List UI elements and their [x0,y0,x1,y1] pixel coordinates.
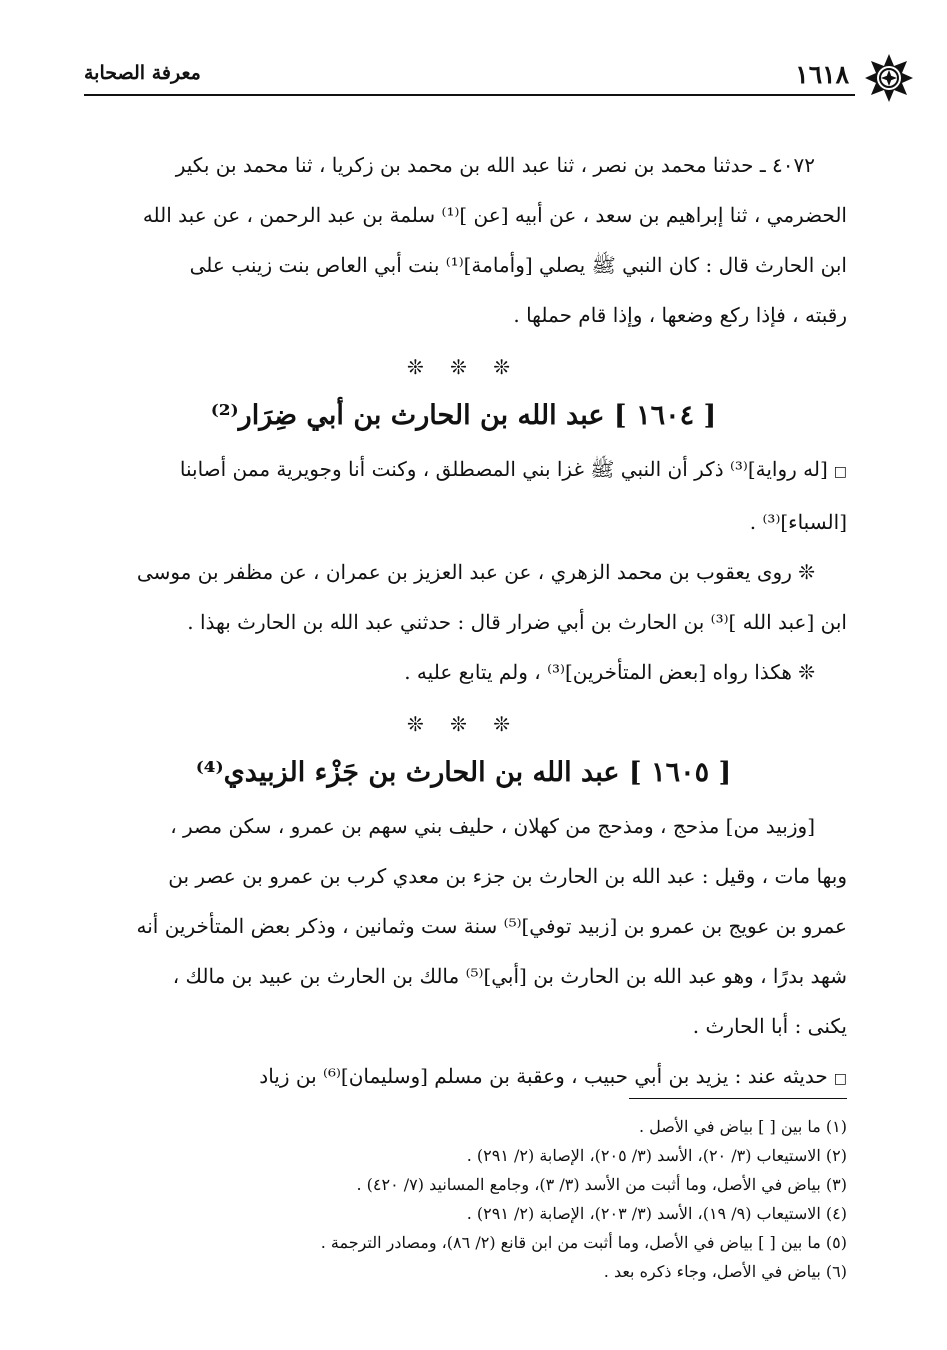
entry-text: [له رواية]⁽³⁾ ذكر أن النبي ﷺ غزا بني المصطلق ، وكنت أنا وجويرية ممن أصابنا [179,457,828,481]
entry-text-line [80,444,847,497]
page-header [84,52,855,104]
section-separator: ❊ ❊ ❊ [407,712,520,736]
footnote: (٣) بياض في الأصل، وما أثبت من الأسد (٣/ ٣)، وجامع المسانيد (٧/ ٤٢٠) . [356,1175,847,1194]
hadith-text-line: رقبته ، فإذا ركع وضعها ، وإذا قام حملها . [513,303,847,327]
hadith-text-line: ابن الحارث قال : كان النبي ﷺ يصلي [وأمامة]⁽¹⁾ بنت أبي العاص بنت زينب على [189,253,847,277]
hadith-text-line: الحضرمي ، ثنا إبراهيم بن سعد ، عن أبيه [عن ]⁽¹⁾ سلمة بن عبد الرحمن ، عن عبد الله [142,203,847,227]
entry-title: [ ١٦٠٤ ] عبد الله بن الحارث بن أبي ضِرَار⁽²⁾ [210,400,717,431]
entry-text-line: [وزبيد من] مذحج ، ومذحج من كهلان ، حليف بني سهم بن عمرو ، سكن مصر ، [170,814,815,838]
entry-text-line: ❊ روى يعقوب بن محمد الزهري ، عن عبد العزيز بن عمران ، عن مظفر بن موسى [136,560,815,584]
entry-text-line: [السباء]⁽³⁾ . [749,510,847,534]
entry-text-line: ابن [عبد الله ]⁽³⁾ بن الحارث بن أبي ضرار قال : حدثني عبد الله بن الحارث بهذا . [187,610,847,634]
main-text [80,140,847,1104]
entry-text-line [80,1051,847,1104]
page-number: ١٦١٨ [795,60,849,89]
entry-text-line: عمرو بن عويج بن عمرو بن [زبيد توفي]⁽⁵⁾ سنة ست وثمانين ، وذكر بعض المتأخرين أنه [136,914,847,938]
entry-text-line: يكنى : أبا الحارث . [692,1014,847,1038]
square-bullet-icon: □ [833,464,847,480]
entry-title: [ ١٦٠٥ ] عبد الله بن الحارث بن جَزْء الزبيدي⁽⁴⁾ [195,757,732,788]
section-separator: ❊ ❊ ❊ [407,355,520,379]
entry-text-line: وبها مات ، وقيل : عبد الله بن الحارث بن جزء بن معدي كرب بن عمرو بن عصر بن [168,864,847,888]
header-divider [84,94,855,96]
footnote: (٦) بياض في الأصل، وجاء ذكره بعد . [603,1262,847,1281]
entry-text-line: شهد بدرًا ، وهو عبد الله بن الحارث بن [أبي]⁽⁵⁾ مالك بن الحارث بن عبيد بن مالك ، [172,964,847,988]
entry-text-line: ❊ هكذا رواه [بعض المتأخرين]⁽³⁾ ، ولم يتابع عليه . [404,660,815,684]
footnote: (٤) الاستيعاب (٩/ ١٩)، الأسد (٣/ ٢٠٣)، الإصابة (٢/ ٢٩١) . [466,1204,847,1223]
entry-text: حديثه عند : يزيد بن أبي حبيب ، وعقبة بن مسلم [وسليمان]⁽⁶⁾ بن زياد [259,1064,828,1088]
footnotes [80,1112,847,1286]
running-title: معرفة الصحابة [84,62,201,84]
ornament-star-icon [863,52,915,104]
square-bullet-icon: □ [833,1071,847,1087]
footnote: (٢) الاستيعاب (٣/ ٢٠)، الأسد (٣/ ٢٠٥)، الإصابة (٢/ ٢٩١) . [466,1146,847,1165]
footnote: (٥) ما بين [ ] بياض في الأصل، وما أثبت من ابن قانع (٢/ ٨٦)، ومصادر الترجمة . [320,1233,847,1252]
hadith-text-line: ٤٠٧٢ ـ حدثنا محمد بن نصر ، ثنا عبد الله بن محمد بن زكريا ، ثنا محمد بن بكير [175,153,815,177]
footnote-divider [629,1098,847,1099]
footnote: (١) ما بين [ ] بياض في الأصل . [638,1117,847,1136]
